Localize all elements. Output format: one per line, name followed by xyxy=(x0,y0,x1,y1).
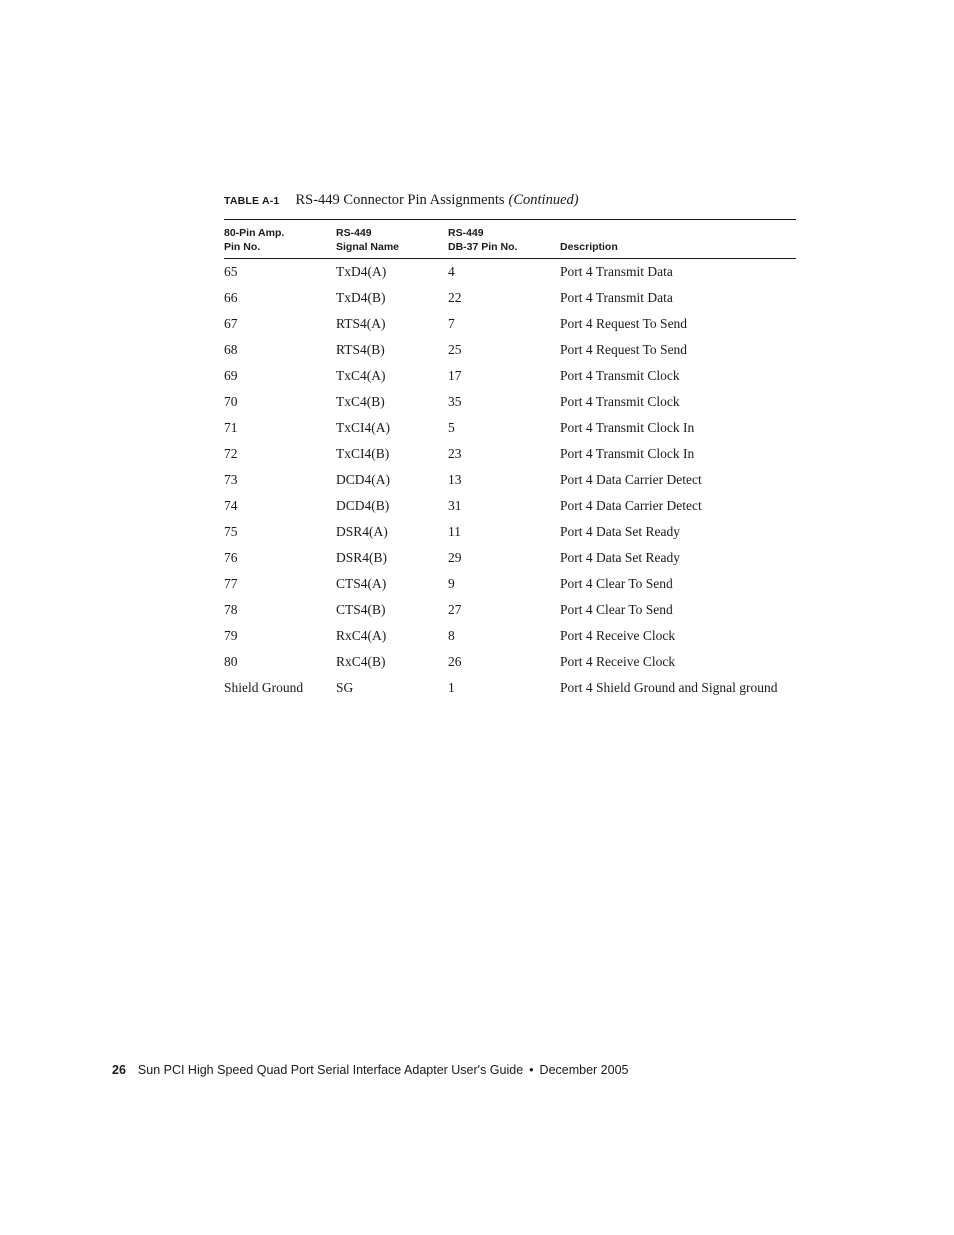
cell-description: Port 4 Receive Clock xyxy=(560,628,676,643)
cell-pin-no: 75 xyxy=(224,524,238,539)
cell-signal-name: DCD4(B) xyxy=(336,498,390,513)
cell-description: Port 4 Transmit Data xyxy=(560,264,673,279)
column-header-line: DB-37 Pin No. xyxy=(448,241,518,253)
column-header-signal-name xyxy=(336,220,448,259)
table-row xyxy=(224,337,796,363)
table-row xyxy=(224,545,796,571)
column-header-line: Pin No. xyxy=(224,241,261,253)
cell-db37-pin: 11 xyxy=(448,524,461,539)
cell-description: Port 4 Data Set Ready xyxy=(560,524,680,539)
cell-signal-name: TxCI4(B) xyxy=(336,446,390,461)
page-number: 26 xyxy=(112,1063,126,1077)
cell-description: Port 4 Data Carrier Detect xyxy=(560,498,702,513)
table-row xyxy=(224,389,796,415)
table-title: RS-449 Connector Pin Assignments xyxy=(295,192,505,208)
column-header-line: RS-449 xyxy=(336,227,372,239)
cell-pin-no: 74 xyxy=(224,498,238,513)
cell-db37-pin: 9 xyxy=(448,576,455,591)
table-row xyxy=(224,623,796,649)
cell-signal-name: TxD4(A) xyxy=(336,264,387,279)
cell-signal-name: CTS4(A) xyxy=(336,576,387,591)
table-body xyxy=(224,259,796,702)
cell-pin-no: 73 xyxy=(224,472,238,487)
table-label: TABLE A-1 xyxy=(224,195,280,207)
table-row xyxy=(224,311,796,337)
cell-pin-no: 67 xyxy=(224,316,238,331)
cell-pin-no: 80 xyxy=(224,654,238,669)
cell-db37-pin: 22 xyxy=(448,290,462,305)
cell-signal-name: SG xyxy=(336,680,354,695)
table-row xyxy=(224,363,796,389)
cell-signal-name: DSR4(A) xyxy=(336,524,388,539)
table-row xyxy=(224,415,796,441)
book-title: Sun PCI High Speed Quad Port Serial Interface Adapter User's Guide xyxy=(137,1063,524,1077)
cell-db37-pin: 35 xyxy=(448,394,462,409)
cell-db37-pin: 1 xyxy=(448,680,455,695)
cell-pin-no: 79 xyxy=(224,628,238,643)
table-continued-note: (Continued) xyxy=(508,192,579,208)
cell-pin-no: 78 xyxy=(224,602,238,617)
cell-pin-no: 71 xyxy=(224,420,238,435)
table-row xyxy=(224,493,796,519)
cell-description: Port 4 Request To Send xyxy=(560,342,688,357)
column-header-line: RS-449 xyxy=(448,227,484,239)
cell-pin-no: 72 xyxy=(224,446,238,461)
cell-description: Port 4 Transmit Clock In xyxy=(560,446,695,461)
cell-db37-pin: 5 xyxy=(448,420,455,435)
cell-db37-pin: 23 xyxy=(448,446,462,461)
table-row xyxy=(224,259,796,286)
pin-assignment-table-container xyxy=(224,219,796,701)
column-header-pin-no xyxy=(224,220,336,259)
cell-signal-name: TxC4(A) xyxy=(336,368,386,383)
column-header-db37-pin xyxy=(448,220,560,259)
cell-signal-name: DSR4(B) xyxy=(336,550,388,565)
table-row xyxy=(224,519,796,545)
cell-signal-name: TxD4(B) xyxy=(336,290,386,305)
cell-signal-name: TxCI4(A) xyxy=(336,420,390,435)
cell-db37-pin: 31 xyxy=(448,498,462,513)
cell-signal-name: CTS4(B) xyxy=(336,602,386,617)
cell-db37-pin: 26 xyxy=(448,654,462,669)
page-footer xyxy=(112,1063,629,1077)
cell-description: Port 4 Transmit Clock In xyxy=(560,420,695,435)
cell-db37-pin: 8 xyxy=(448,628,455,643)
column-header-line: Signal Name xyxy=(336,241,400,253)
cell-db37-pin: 29 xyxy=(448,550,462,565)
cell-signal-name: TxC4(B) xyxy=(336,394,385,409)
cell-description: Port 4 Transmit Data xyxy=(560,290,673,305)
column-header-description xyxy=(560,220,796,259)
table-header-row xyxy=(224,220,796,259)
column-header-line: Description xyxy=(560,241,618,253)
table-header xyxy=(224,220,796,259)
cell-description: Port 4 Transmit Clock xyxy=(560,368,680,383)
table-row xyxy=(224,467,796,493)
cell-pin-no: 66 xyxy=(224,290,238,305)
cell-db37-pin: 27 xyxy=(448,602,462,617)
pin-assignment-table xyxy=(224,219,796,701)
cell-pin-no: 77 xyxy=(224,576,238,591)
table-row xyxy=(224,441,796,467)
cell-pin-no: 69 xyxy=(224,368,238,383)
cell-description: Port 4 Clear To Send xyxy=(560,602,673,617)
table-row xyxy=(224,571,796,597)
cell-signal-name: RxC4(A) xyxy=(336,628,387,643)
table-row xyxy=(224,649,796,675)
cell-signal-name: DCD4(A) xyxy=(336,472,390,487)
footer-separator: • xyxy=(529,1063,534,1077)
table-row xyxy=(224,285,796,311)
cell-pin-no: 76 xyxy=(224,550,238,565)
table-row xyxy=(224,597,796,623)
cell-db37-pin: 13 xyxy=(448,472,462,487)
table-row xyxy=(224,675,796,701)
cell-description: Port 4 Clear To Send xyxy=(560,576,673,591)
cell-signal-name: RTS4(B) xyxy=(336,342,385,357)
cell-signal-name: RTS4(A) xyxy=(336,316,386,331)
cell-description: Port 4 Receive Clock xyxy=(560,654,676,669)
cell-pin-no: 70 xyxy=(224,394,238,409)
cell-db37-pin: 4 xyxy=(448,264,455,279)
cell-signal-name: RxC4(B) xyxy=(336,654,386,669)
table-caption xyxy=(224,191,579,209)
cell-description: Port 4 Data Set Ready xyxy=(560,550,680,565)
cell-db37-pin: 17 xyxy=(448,368,462,383)
cell-db37-pin: 25 xyxy=(448,342,462,357)
cell-db37-pin: 7 xyxy=(448,316,455,331)
cell-pin-no: Shield Ground xyxy=(224,680,304,695)
cell-description: Port 4 Shield Ground and Signal ground xyxy=(560,680,778,695)
cell-description: Port 4 Data Carrier Detect xyxy=(560,472,702,487)
cell-description: Port 4 Transmit Clock xyxy=(560,394,680,409)
publication-date: December 2005 xyxy=(539,1063,629,1077)
cell-pin-no: 68 xyxy=(224,342,238,357)
cell-description: Port 4 Request To Send xyxy=(560,316,688,331)
cell-pin-no: 65 xyxy=(224,264,238,279)
column-header-line: 80-Pin Amp. xyxy=(224,227,285,239)
